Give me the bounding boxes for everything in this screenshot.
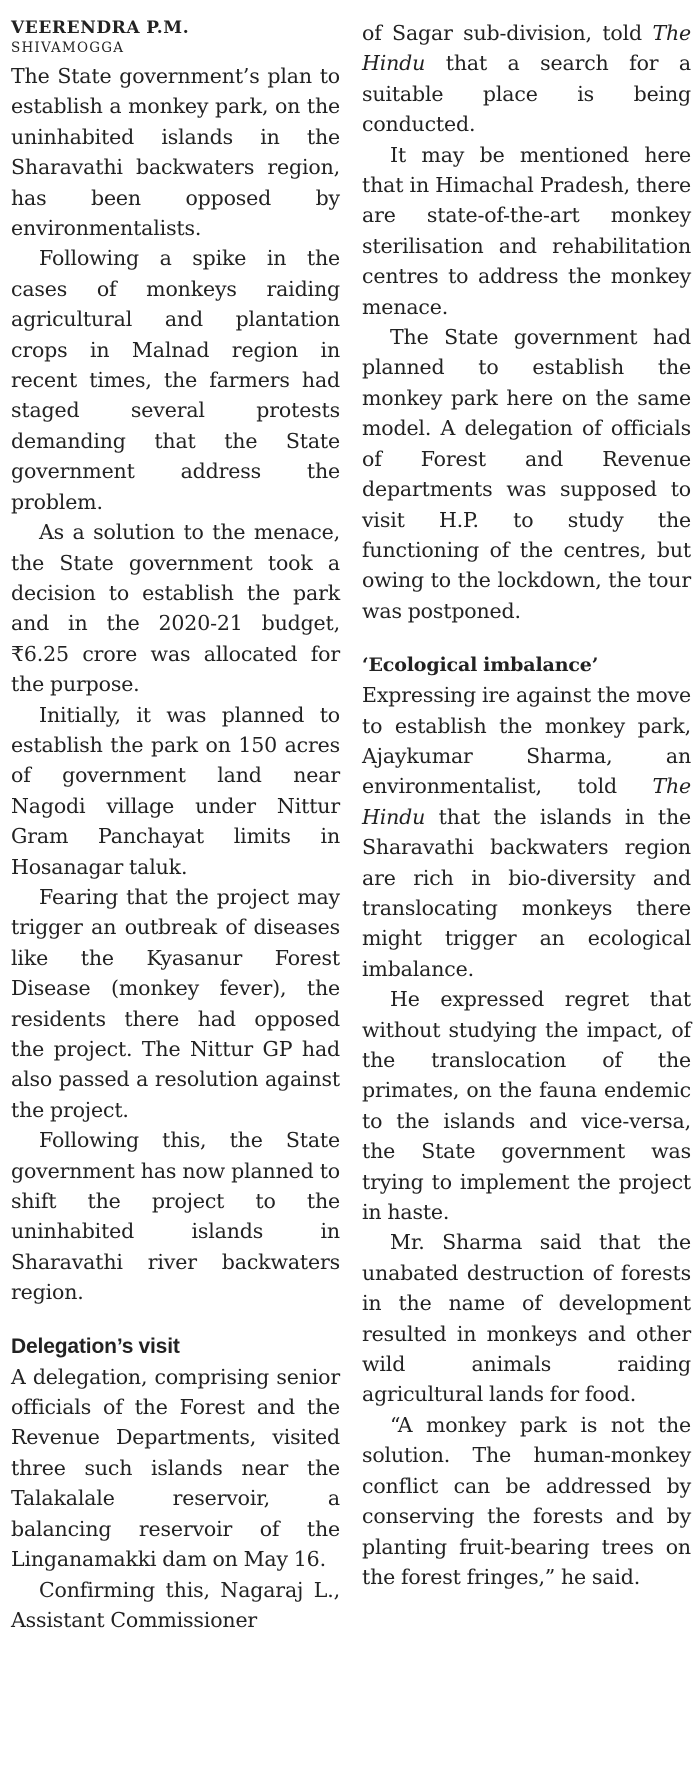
paragraph: The State government had planned to establish the monkey park here on the same model. A delegation of officials of Forest and Revenue departments was supposed to visit H.P. to study the functioning of the centres, but owing to the lockdown, the tour was postponed. [362, 325, 691, 623]
text-run: of Sagar sub-division, told [362, 21, 653, 45]
section-subhead: ‘Ecological imbalance’ [362, 654, 599, 677]
paragraph: Following this, the State government has now planned to shift the project to the uninhabited islands in Sharavathi river backwaters region. [11, 1128, 340, 1305]
paragraph: Initially, it was planned to establish the park on 150 acres of government land near Nagodi village under Nittur Gram Panchayat limits in Hosanagar taluk. [11, 702, 340, 879]
publication-name: The Hindu [362, 774, 691, 829]
paragraph: “A monkey park is not the solution. The human-monkey conflict can be addressed by conserving the forests and by planting fruit-bearing trees on the forest fringes,” he said. [362, 1412, 691, 1589]
paragraph: It may be mentioned here that in Himachal Pradesh, there are state-of-the-art monkey sterilisation and rehabilitation centres to address the monkey menace. [362, 142, 691, 319]
paragraph: Fearing that the project may trigger an outbreak of diseases like the Kyasanur Forest Disease (monkey fever), the residents there had opposed the project. The Nittur GP had also passed a resolution against the project. [11, 884, 340, 1122]
article-column-left [11, 18, 340, 1635]
text-run: that the islands in the Sharavathi backwaters region are rich in bio-diversity and translocating monkeys there might trigger an ecological imbalance. [362, 804, 691, 981]
paragraph: Mr. Sharma said that the unabated destruction of forests in the name of development resulted in monkeys and other wild animals raiding agricultural lands for food. [362, 1230, 691, 1407]
paragraph [362, 680, 691, 984]
text-run: Expressing ire against the move to establish the monkey park, Ajaykumar Sharma, an environmentalist, told [362, 683, 691, 799]
byline-author: VEERENDRA P.M. [11, 18, 190, 38]
paragraph: Confirming this, Nagaraj L., Assistant Commissioner [11, 1577, 340, 1632]
paragraph: A delegation, comprising senior officials of the Forest and the Revenue Departments, visited three such islands near the Talakalale reservoir, a balancing reservoir of the Linganamakki dam on May 16. [11, 1364, 340, 1572]
publication-name: The Hindu [362, 21, 691, 76]
article-column-right [362, 18, 691, 1592]
paragraph: As a solution to the menace, the State government took a decision to establish the park and in the 2020-21 budget, ₹6.25 crore was allocated for the purpose. [11, 520, 340, 697]
paragraph: Following a spike in the cases of monkeys raiding agricultural and plantation crops in Malnad region in recent times, the farmers had staged several protests demanding that the State government address the problem. [11, 246, 340, 514]
paragraph: He expressed regret that without studying the impact, of the translocation of the primates, on the fauna endemic to the islands and vice-versa, the State government was trying to implement the project in haste. [362, 987, 691, 1225]
text-run: that a search for a suitable place is being conducted. [362, 51, 691, 137]
section-subhead: Delegation’s visit [11, 1334, 180, 1358]
paragraph [362, 18, 691, 140]
paragraph: The State government’s plan to establish a monkey park, on the uninhabited islands in the Sharavathi backwaters region, has been opposed by environmentalists. [11, 64, 340, 241]
byline-location: SHIVAMOGGA [11, 40, 125, 56]
